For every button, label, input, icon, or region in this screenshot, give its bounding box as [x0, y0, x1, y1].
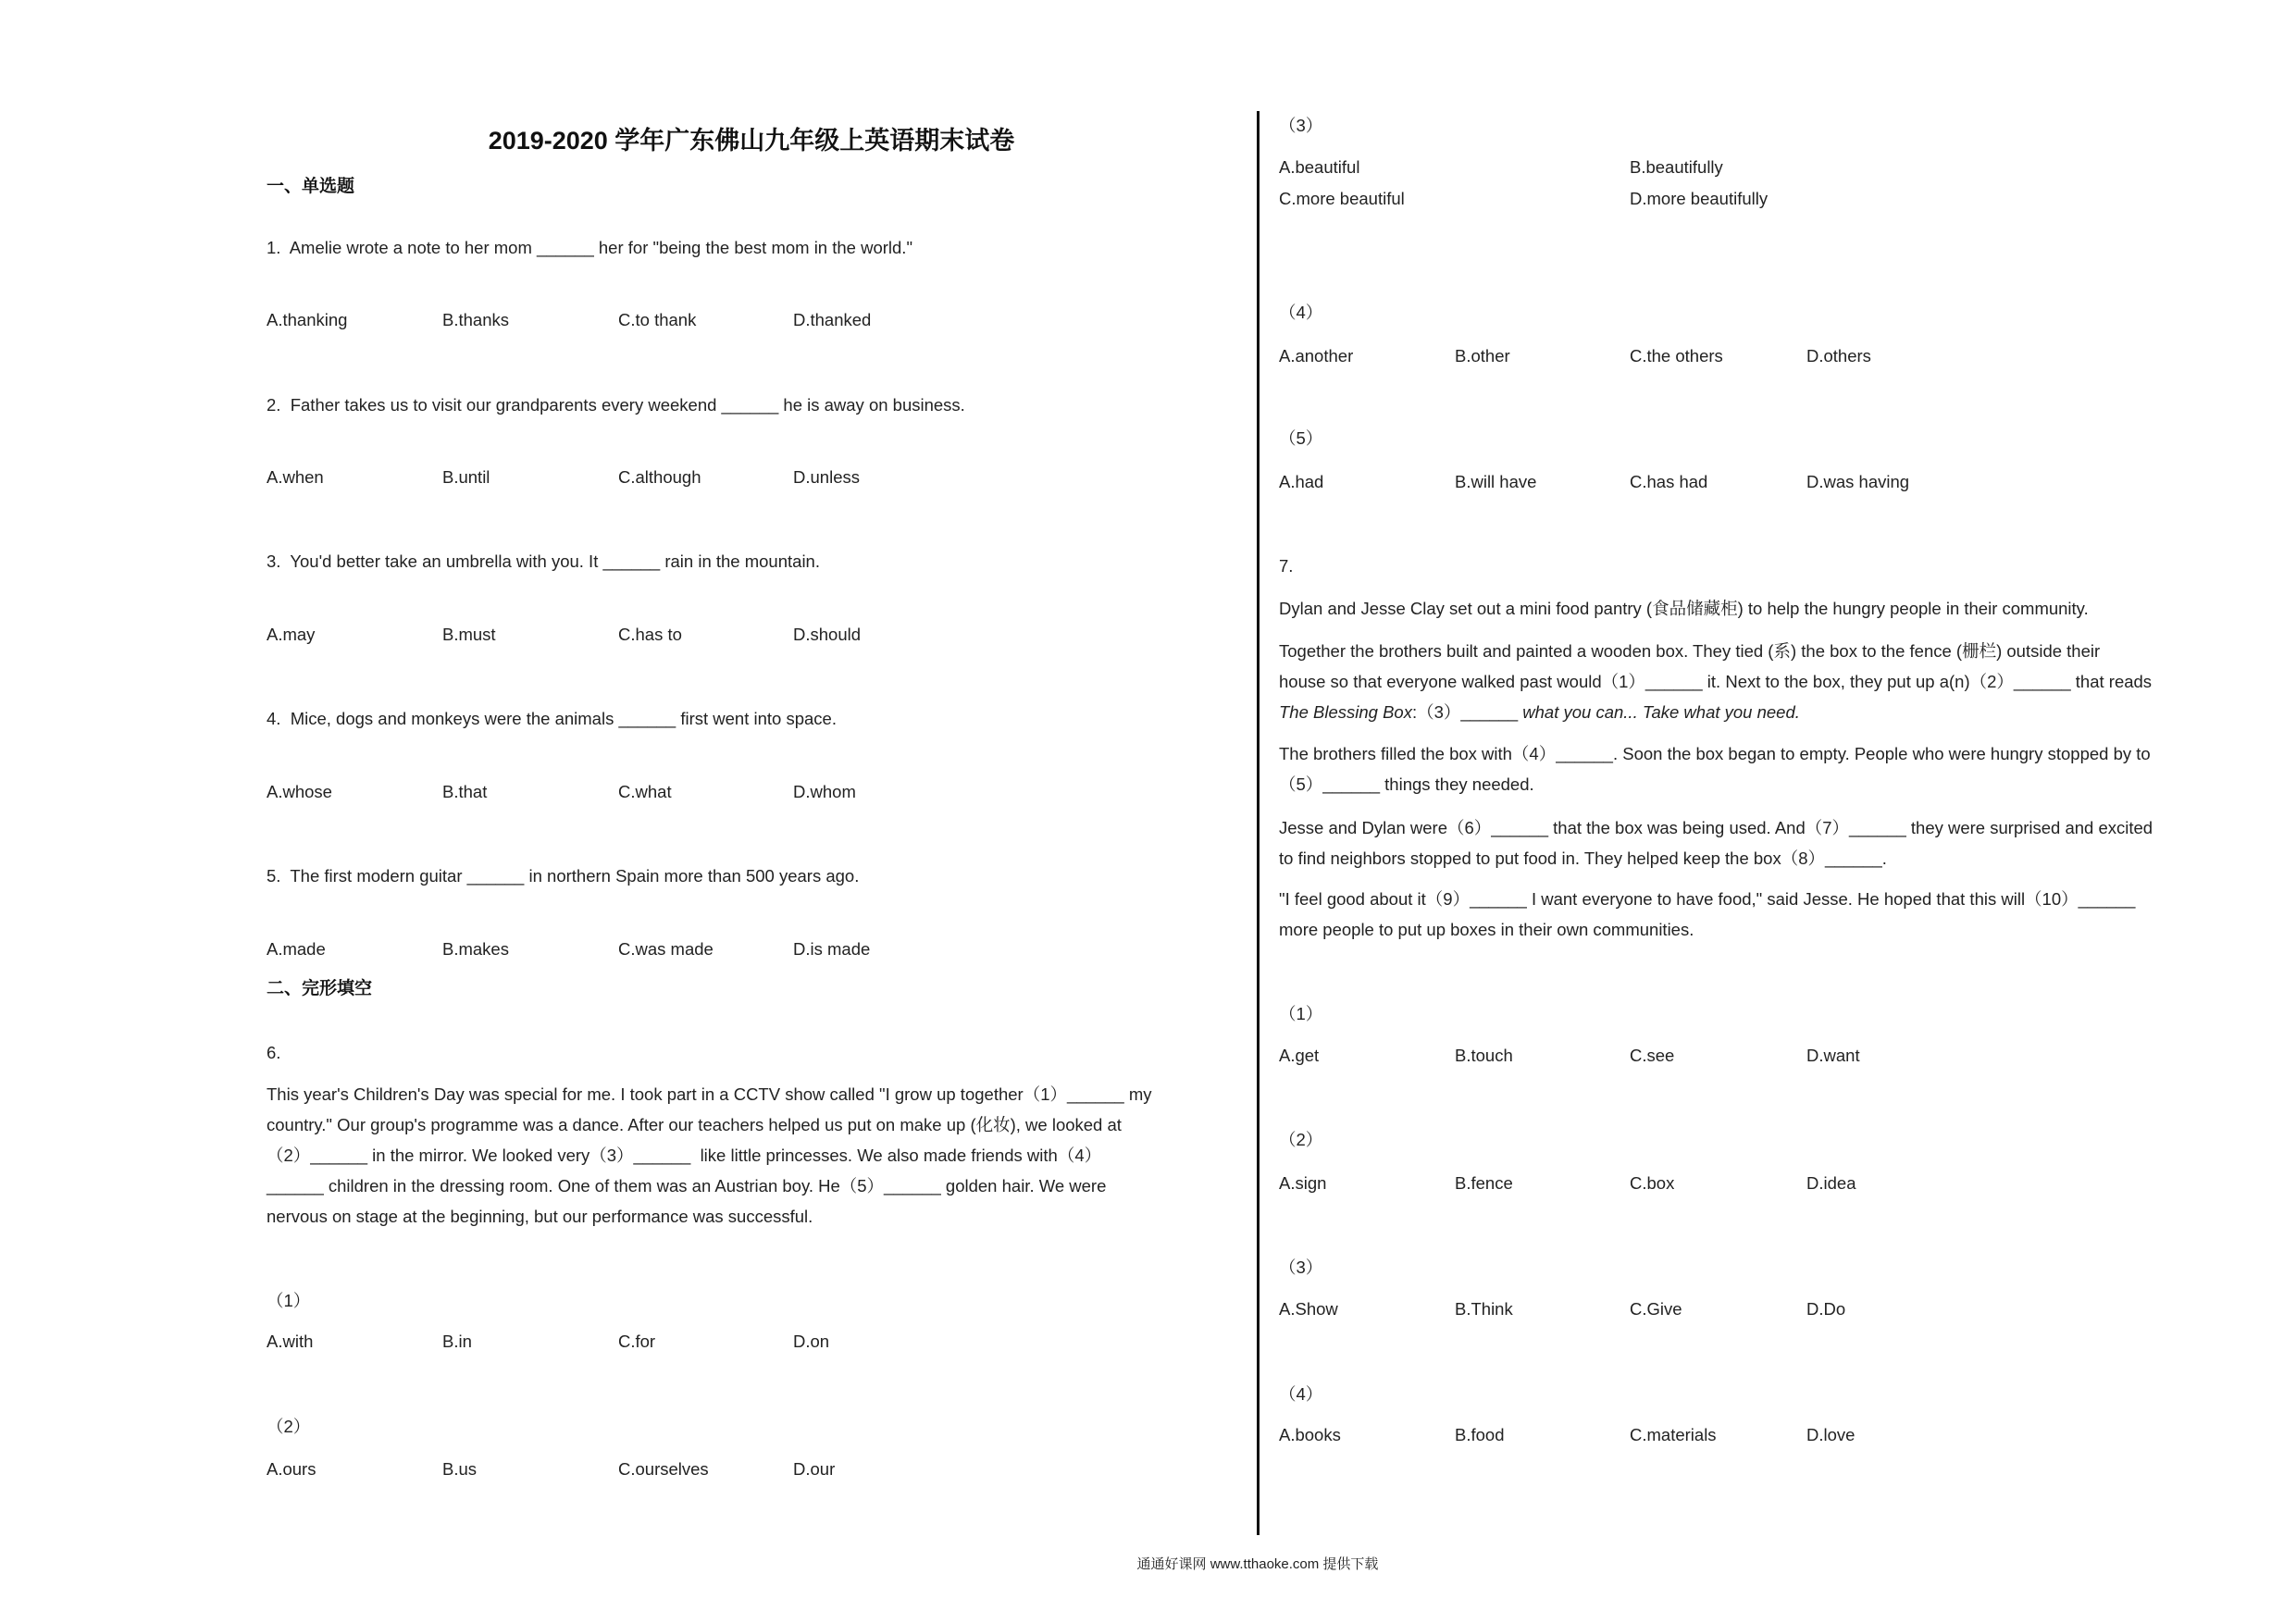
item-label: （4） [1279, 1384, 1323, 1404]
page-footer: 通通好课网 www.tthaoke.com 提供下载 [1136, 1556, 1379, 1572]
passage-line: to find neighbors stopped to put food in. They helped keep the box（8）______. [1279, 849, 1887, 868]
option-d: D.is made [793, 939, 871, 959]
passage-line: Jesse and Dylan were（6）______ that the box was being used. And（7）______ they were surprised and excited [1279, 818, 2153, 837]
option-a: A.another [1279, 346, 1354, 365]
options-row [267, 624, 1229, 646]
option-c: C.box [1630, 1173, 1675, 1193]
option-a: A.ours [267, 1459, 316, 1479]
option-d: D.on [793, 1332, 830, 1351]
cloze-7-paragraph-5 [1279, 884, 2247, 945]
option-b: B.other [1455, 346, 1510, 365]
option-c: C.has to [618, 625, 682, 644]
options-row [1279, 1045, 2241, 1067]
option-b: B.beautifully [1630, 157, 1723, 177]
passage-line: "I feel good about it（9）______ I want everyone to have food," said Jesse. He hoped that this will（10）______ [1279, 889, 2136, 909]
option-d: D.others [1806, 346, 1871, 365]
cloze-6-passage [267, 1079, 1228, 1232]
cloze-6-number: 6. [267, 1043, 281, 1062]
section-heading-cloze: 二、完形填空 [267, 979, 373, 998]
option-a: A.books [1279, 1425, 1341, 1444]
option-b: B.food [1455, 1425, 1505, 1444]
option-b: B.fence [1455, 1173, 1513, 1193]
option-b: B.us [442, 1459, 478, 1479]
option-b: B.Think [1455, 1299, 1513, 1319]
option-c: C.ourselves [618, 1459, 709, 1479]
options-row [267, 938, 1229, 960]
option-c: C.more beautiful [1279, 189, 1405, 208]
option-a: A.whose [267, 782, 332, 801]
passage-line: ______ children in the dressing room. One of them was an Austrian boy. He（5）______ golden hair. We were [267, 1176, 1107, 1196]
options-row [1279, 188, 2241, 210]
option-c: C.for [618, 1332, 656, 1351]
question-stem: 1. Amelie wrote a note to her mom ______ her for "being the best mom in the world." [267, 238, 913, 257]
option-a: A.made [267, 939, 326, 959]
option-a: A.may [267, 625, 316, 644]
item-label: （2） [1279, 1130, 1323, 1149]
item-label: （1） [1279, 1004, 1323, 1023]
passage-line: house so that everyone walked past would（1）______ it. Next to the box, they put up a(n)（2）______ that reads [1279, 672, 2153, 691]
options-row [267, 309, 1229, 331]
question-stem: 4. Mice, dogs and monkeys were the animals ______ first went into space. [267, 709, 837, 728]
options-row [1279, 345, 2241, 367]
option-b: B.in [442, 1332, 472, 1351]
sign-title: The Blessing Box [1279, 702, 1412, 722]
option-a: A.when [267, 467, 324, 487]
options-row [1279, 1424, 2241, 1446]
cloze-7-paragraph-1 [1279, 593, 2247, 624]
option-a: A.with [267, 1332, 314, 1351]
item-label: （3） [1279, 1258, 1323, 1277]
passage-line: Dylan and Jesse Clay set out a mini food pantry (食品储藏柜) to help the hungry people in their community. [1279, 599, 2089, 618]
passage-line: The brothers filled the box with（4）______. Soon the box began to empty. People who were hungry stopped by to [1279, 744, 2151, 763]
option-b: B.thanks [442, 310, 509, 329]
section-heading-single-choice: 一、单选题 [267, 177, 355, 196]
question-stem: 3. You'd better take an umbrella with you. It ______ rain in the mountain. [267, 551, 820, 571]
option-d: D.Do [1806, 1299, 1846, 1319]
option-d: D.more beautifully [1630, 189, 1769, 208]
option-c: C.materials [1630, 1425, 1717, 1444]
option-d: D.should [793, 625, 862, 644]
option-d: D.unless [793, 467, 860, 487]
passage-line: more people to put up boxes in their own communities. [1279, 920, 1694, 939]
option-b: B.makes [442, 939, 509, 959]
passage-line [1279, 697, 2247, 727]
option-a: A.beautiful [1279, 157, 1360, 177]
option-a: A.Show [1279, 1299, 1338, 1319]
option-c: C.was made [618, 939, 714, 959]
option-a: A.get [1279, 1046, 1320, 1065]
option-c: C.although [618, 467, 701, 487]
exam-title: 2019-2020 学年广东佛山九年级上英语期末试卷 [488, 127, 1015, 155]
options-row [1279, 1298, 2241, 1320]
option-a: A.had [1279, 472, 1324, 491]
passage-line: （5）______ things they needed. [1279, 774, 1534, 794]
question-stem: 2. Father takes us to visit our grandparents every weekend ______ he is away on business. [267, 395, 965, 415]
option-d: D.thanked [793, 310, 872, 329]
option-d: D.want [1806, 1046, 1860, 1065]
option-d: D.was having [1806, 472, 1910, 491]
option-b: B.will have [1455, 472, 1537, 491]
passage-line: （2）______ in the mirror. We looked very（3）______ like little princesses. We also made friends with（4） [267, 1146, 1102, 1165]
option-a: A.sign [1279, 1173, 1327, 1193]
passage-line: country." Our group's programme was a dance. After our teachers helped us put on make up (化妆), we looked at [267, 1115, 1122, 1134]
options-row [267, 466, 1229, 489]
options-row [1279, 156, 2241, 179]
option-c: C.the others [1630, 346, 1723, 365]
options-row [1279, 1172, 2241, 1195]
option-b: B.until [442, 467, 490, 487]
options-row [267, 1458, 1229, 1481]
cloze-7-paragraph-3 [1279, 738, 2247, 799]
item-label: （4） [1279, 303, 1323, 322]
passage-text: :（3）______ [1411, 702, 1523, 722]
options-row [267, 1331, 1229, 1353]
column-divider [1257, 111, 1260, 1535]
option-a: A.thanking [267, 310, 348, 329]
option-c: C.to thank [618, 310, 697, 329]
passage-line: Together the brothers built and painted a wooden box. They tied (系) the box to the fence (栅栏) outside their [1279, 641, 2101, 661]
cloze-7-paragraph-2 [1279, 636, 2247, 727]
options-row [267, 781, 1229, 803]
passage-line: nervous on stage at the beginning, but our performance was successful. [267, 1207, 813, 1226]
passage-line: This year's Children's Day was special for me. I took part in a CCTV show called "I grow up together（1）______ my [267, 1084, 1152, 1104]
option-c: C.Give [1630, 1299, 1682, 1319]
option-c: C.see [1630, 1046, 1675, 1065]
option-d: D.whom [793, 782, 856, 801]
option-c: C.has had [1630, 472, 1708, 491]
option-d: D.idea [1806, 1173, 1856, 1193]
item-label: （5） [1279, 428, 1323, 448]
option-c: C.what [618, 782, 672, 801]
options-row [1279, 471, 2241, 493]
option-d: D.love [1806, 1425, 1855, 1444]
item-label: （1） [267, 1291, 311, 1310]
question-stem: 5. The first modern guitar ______ in northern Spain more than 500 years ago. [267, 866, 860, 886]
sign-slogan: what you can... Take what you need. [1522, 702, 1800, 722]
option-b: B.must [442, 625, 496, 644]
item-label: （3） [1279, 116, 1323, 135]
option-b: B.touch [1455, 1046, 1513, 1065]
option-b: B.that [442, 782, 488, 801]
item-label: （2） [267, 1417, 311, 1436]
option-d: D.our [793, 1459, 836, 1479]
cloze-7-number: 7. [1279, 556, 1294, 576]
cloze-7-paragraph-4 [1279, 812, 2247, 873]
